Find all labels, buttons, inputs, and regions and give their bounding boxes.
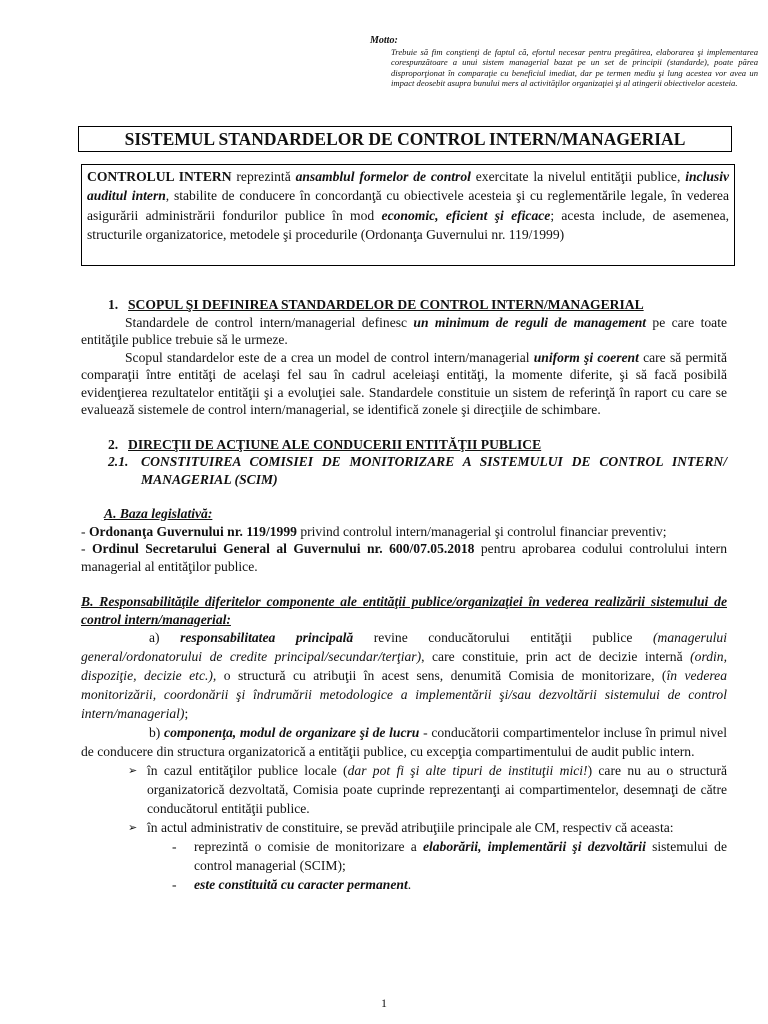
- document-body: [81, 296, 727, 894]
- motto-text: Trebuie să fim conştienţi de faptul că, efortul necesar pentru pregătirea, elaborarea şi implementarea corespunzătoare a unui sistem managerial bazat pe un set de principii (standarde), poate părea disproporţionat în comparaţie cu beneficiul imediat, dar pe termen mediu şi lung acestea vor avea un impact deosebit asupra bunului mers al activităţilor organizaţiei şi al atingerii obiectivelor acesteia.: [391, 47, 758, 89]
- bullet-item-1: ➢ în cazul entităţilor publice locale (dar pot fi şi alte tipuri de instituţii mici!) care nu au o structură organizatorică dezvoltată, Comisia poate cuprinde reprezentanţi ai compartimentelor, desemnaţi de către conducătorul entităţii publice.: [128, 763, 727, 816]
- part-b-heading: B. Responsabilităţile diferitelor componente ale entităţii publice/organizaţiei în vederea realizării sistemului de control intern/managerial:: [81, 594, 727, 627]
- definition-term: CONTROLUL INTERN: [87, 169, 232, 184]
- dash-item-1: - reprezintă o comisie de monitorizare a elaborării, implementării şi dezvoltării sistemului de control managerial (SCIM);: [172, 839, 727, 873]
- motto-label: Motto:: [370, 35, 398, 46]
- definition-emphasis: ansamblul formelor de control: [295, 169, 471, 184]
- section-1-heading: 1. SCOPUL ŞI DEFINIREA STANDARDELOR DE CONTROL INTERN/MANAGERIAL: [108, 297, 644, 312]
- dash-item-2: - este constituită cu caracter permanent.: [172, 877, 412, 892]
- definition-box: CONTROLUL INTERN reprezintă ansamblul formelor de control exercitate la nivelul entităţii publice, inclusiv auditul intern, stabilite de conducere în concordanţă cu obiectivele acesteia şi cu reglementările legale, în vederea asigurării administrării fondurilor publice în mod economic, eficient şi eficace; acesta include, de asemenea, structurile organizatorice, metodele şi procedurile (Ordonanţa Guvernului nr. 119/1999): [81, 164, 735, 266]
- part-b-item-b: b) componenţa, modul de organizare şi de lucru - conducătorii compartimentelor incluse în primul nivel de conducere din structura organizatorică a entităţii publice, cu excepţia compartimentului de audit public intern.: [81, 725, 727, 759]
- part-a-heading: A. Baza legislativă:: [104, 506, 213, 521]
- section-1-paragraph-2: Scopul standardelor este de a crea un model de control intern/managerial uniform şi coerent care să permită comparaţii între entităţi de acelaşi fel sau în cadrul aceleiaşi entităţi, la momente diferite, şi să facă posibilă evidenţierea rezultatelor entităţii şi a evoluţiei sale. Standardele constituie un sistem de referinţă în raport cu care se evaluează sistemele de control intern/managerial, se identifică zonele şi direcţiile de schimbare.: [81, 349, 727, 417]
- part-b-item-a: a) responsabilitatea principală revine conducătorului entităţii publice (managerului general/ordonatorului de credite principal/secundar/terţiar), care constituie, prin act de decizie internă (ordin, dispoziţie, decizie etc.), o structură cu atribuţii în acest sens, denumită Comisia de monitorizare, (în vederea monitorizării, coordonării şi îndrumării metodologice a implementării şi/sau dezvoltării sistemului de control intern/managerial);: [81, 630, 728, 721]
- motto-block: [370, 35, 758, 89]
- section-2-heading: 2. DIRECŢII DE ACŢIUNE ALE CONDUCERII ENTITĂŢII PUBLICE: [108, 436, 542, 452]
- arrow-bullet-icon: ➢: [128, 821, 138, 834]
- legal-basis-item-2: - Ordinul Secretarului General al Guvernului nr. 600/07.05.2018 pentru aprobarea codului controlului intern managerial al entităţilor publice.: [81, 541, 727, 574]
- section-1-paragraph-1: Standardele de control intern/managerial definesc un minimum de reguli de management pe care toate entităţile publice trebuie să le urmeze.: [81, 314, 728, 347]
- arrow-bullet-icon: ➢: [128, 764, 138, 777]
- document-title: SISTEMUL STANDARDELOR DE CONTROL INTERN/MANAGERIAL: [78, 126, 732, 152]
- bullet-item-2: ➢ în actul administrativ de constituire, se prevăd atribuţiile principale ale CM, respectiv că aceasta:: [128, 820, 674, 835]
- legal-basis-item-1: - Ordonanţa Guvernului nr. 119/1999 privind controlul intern/managerial şi controlul financiar preventiv;: [81, 523, 667, 539]
- page-number: 1: [381, 996, 387, 1010]
- section-2-1-heading: 2.1. CONSTITUIREA COMISIEI DE MONITORIZARE A SISTEMULUI DE CONTROL INTERN/ MANAGERIAL (SCIM): [108, 454, 727, 487]
